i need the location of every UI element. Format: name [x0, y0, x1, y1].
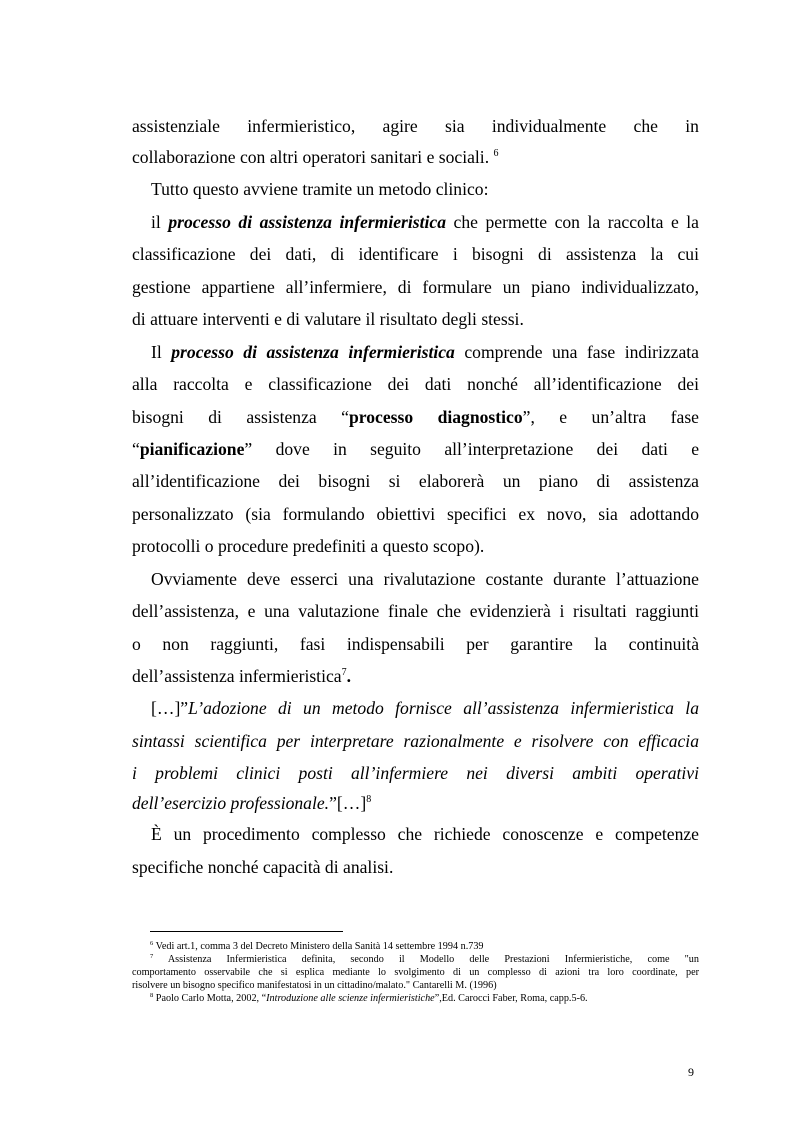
text-line: alla raccolta e classificazione dei dati nonché all’identificazione dei [132, 374, 699, 394]
quotation: L’adozione di un metodo fornisce all’assistenza infermieristica la [188, 698, 699, 718]
text-line: Tutto questo avviene tramite un metodo clinico: [151, 179, 489, 199]
text-line: È un procedimento complesso che richiede conoscenze e competenze [151, 824, 699, 844]
quotation: sintassi scientifica per interpretare razionalmente e risolvere con efficacia [132, 731, 699, 751]
word: sia [445, 116, 465, 136]
text-line: all’identificazione dei bisogni si elaborerà un piano di assistenza [132, 471, 699, 491]
footnote: $^8$ Paolo Carlo Motta, 2002, “Introduzione alle scienze infermieristiche”,Ed. Carocci Faber, Roma, capp.5-6. [150, 992, 588, 1004]
footnote: $^7$ Assistenza Infermieristica definita, secondo il Modello delle Prestazioni Infermieristiche, come "un [150, 953, 699, 965]
word: in [685, 116, 699, 136]
footnote-continued: risolvere un bisogno specifico manifestatosi in un cittadino/malato." Cantarelli M. (1996) [132, 980, 497, 991]
key-term: processo di assistenza infermieristica [171, 342, 455, 362]
text-line: il processo di assistenza infermieristica che permette con la raccolta e la [151, 212, 699, 232]
text-line [132, 115, 699, 137]
text-line: personalizzato (sia formulando obiettivi specifici ex novo, sia adottando [132, 504, 699, 524]
footnote-separator [150, 931, 343, 932]
footnote-ref: 6 [493, 148, 499, 159]
word: infermieristico, [247, 116, 356, 136]
key-term: processo diagnostico [348, 407, 523, 427]
text-line [132, 762, 699, 784]
text-line: dell’assistenza infermieristica$^7$. [132, 666, 351, 686]
key-term: processo di assistenza infermieristica [168, 212, 447, 232]
text-line: protocolli o procedure predefiniti a questo scopo). [132, 536, 485, 556]
footnote-ref: 7 [341, 667, 347, 678]
text-line: gestione appartiene all’infermiere, di formulare un piano individualizzato, [132, 277, 699, 297]
text-line: collaborazione con altri operatori sanitari e sociali. $^6$ [132, 147, 499, 167]
page-number: 9 [688, 1065, 694, 1079]
quotation: i problemi clinici posti all’infermiere nei diversi ambiti operativi [132, 763, 699, 783]
text-line: specifiche nonché capacità di analisi. [132, 857, 394, 877]
word: individualmente [491, 116, 607, 136]
text-line: dell’assistenza, e una valutazione finale che evidenzierà i risultati raggiunti [132, 601, 699, 621]
text-line: dell’esercizio professionale.”[…]$^8$ [132, 793, 372, 813]
key-term: pianificazione [139, 439, 245, 459]
text-line: classificazione dei dati, di identificare i bisogni di assistenza la cui [132, 244, 699, 264]
text-line: Il processo di assistenza infermieristica comprende una fase indirizzata [151, 342, 699, 362]
footnote-continued: comportamento osservabile che si esplica mediante lo svolgimento di un complesso di azioni tra loro coordinate, per [132, 967, 699, 978]
word: agire [382, 116, 418, 136]
quotation: dell’esercizio professionale. [132, 793, 330, 813]
text-line: bisogni di assistenza “processo diagnostico”, e un’altra fase [132, 407, 699, 427]
word: assistenziale [132, 116, 220, 136]
text-line: di attuare interventi e di valutare il risultato degli stessi. [132, 309, 524, 329]
footnote: $^6$ Vedi art.1, comma 3 del Decreto Ministero della Sanità 14 settembre 1994 n.739 [150, 940, 484, 952]
text-line: Ovviamente deve esserci una rivalutazione costante durante l’attuazione [151, 569, 699, 589]
word: che [633, 116, 658, 136]
text-line [132, 730, 699, 752]
text-line: “pianificazione” dove in seguito all’interpretazione dei dati e [132, 439, 699, 459]
footnote-ref: 8 [366, 794, 372, 805]
text-line: o non raggiunti, fasi indispensabili per garantire la continuità [132, 634, 699, 654]
text-line: […]”L’adozione di un metodo fornisce all’assistenza infermieristica la [151, 698, 699, 718]
